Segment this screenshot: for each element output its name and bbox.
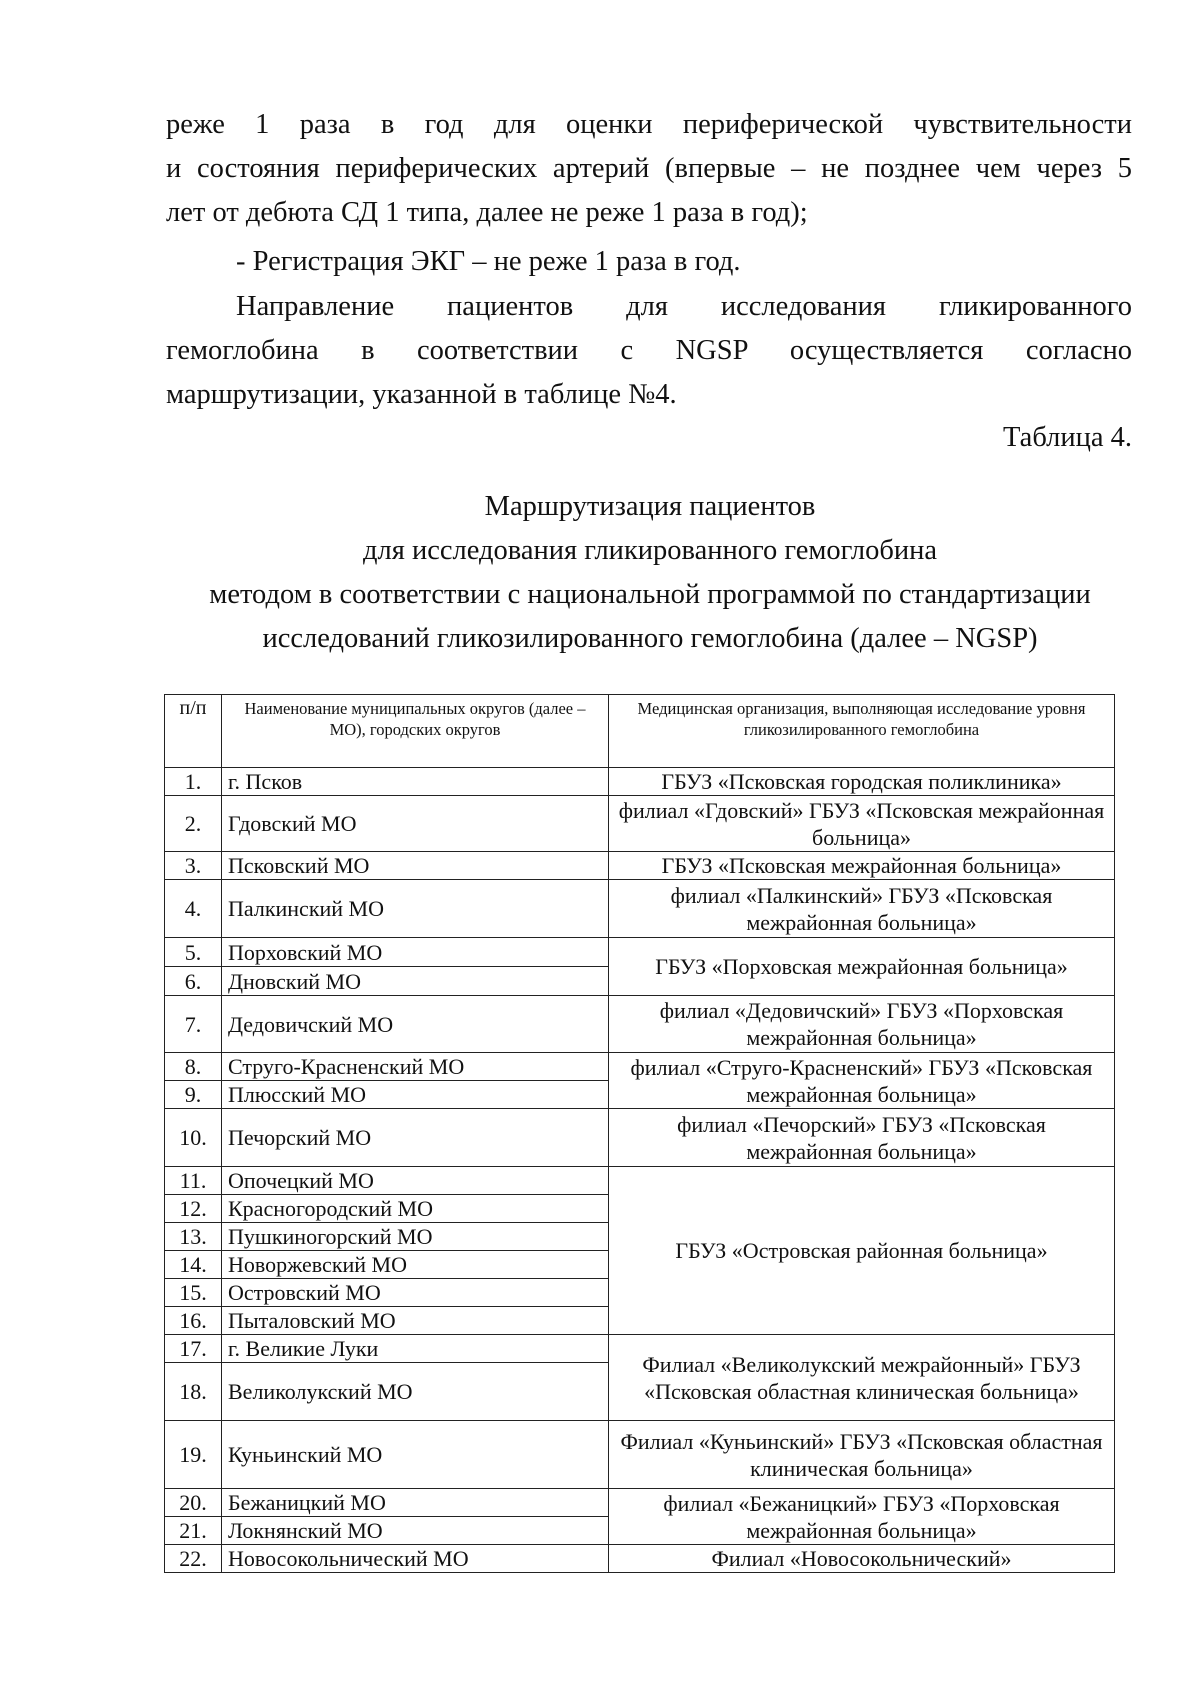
row-org: филиал «Струго-Красненский» ГБУЗ «Псковская межрайонная больница» (609, 1053, 1115, 1109)
row-num: 2. (165, 796, 222, 852)
row-mo: г. Великие Луки (222, 1335, 609, 1363)
row-mo: Куньинский МО (222, 1421, 609, 1489)
paragraph-direction-1: Направление пациентов для исследования гликированного (236, 291, 1132, 322)
row-num: 4. (165, 880, 222, 938)
row-mo: Дновский МО (222, 967, 609, 996)
row-mo: Пушкиногорский МО (222, 1223, 609, 1251)
row-mo: Порховский МО (222, 938, 609, 967)
table-row (165, 938, 1115, 967)
header-org: Медицинская организация, выполняющая исследование уровня гликозилированного гемоглобина (609, 695, 1115, 768)
row-org: ГБУЗ «Порховская межрайонная больница» (609, 938, 1115, 996)
row-mo: Локнянский МО (222, 1517, 609, 1545)
row-num: 8. (165, 1053, 222, 1081)
paragraph-line-1: реже 1 раза в год для оценки периферической чувствительности (166, 109, 1132, 140)
header-num: п/п (165, 695, 222, 768)
header-mo: Наименование муниципальных округов (далее – МО), городских округов (222, 695, 609, 768)
row-mo: Струго-Красненский МО (222, 1053, 609, 1081)
table-row (165, 1545, 1115, 1573)
table-header-row (165, 695, 1115, 768)
row-mo: Великолукский МО (222, 1363, 609, 1421)
row-num: 10. (165, 1109, 222, 1167)
title-line-3: методом в соответствии с национальной программой по стандартизации (209, 579, 1091, 610)
row-num: 11. (165, 1167, 222, 1195)
row-mo: Плюсский МО (222, 1081, 609, 1109)
title-line-4: исследований гликозилированного гемоглобина (далее – NGSP) (262, 623, 1038, 654)
row-num: 19. (165, 1421, 222, 1489)
row-num: 17. (165, 1335, 222, 1363)
paragraph-line-2: и состояния периферических артерий (впервые – не позднее чем через 5 (166, 153, 1132, 184)
title-line-2: для исследования гликированного гемоглобина (363, 535, 937, 566)
row-num: 3. (165, 852, 222, 880)
row-mo: Красногородский МО (222, 1195, 609, 1223)
table-row (165, 1109, 1115, 1167)
row-num: 5. (165, 938, 222, 967)
table-row (165, 796, 1115, 852)
table-row (165, 1053, 1115, 1081)
row-org: ГБУЗ «Псковская городская поликлиника» (609, 768, 1115, 796)
paragraph-direction-3: маршрутизации, указанной в таблице №4. (166, 379, 677, 410)
table-row (165, 1335, 1115, 1363)
table-row (165, 1489, 1115, 1517)
row-org: ГБУЗ «Псковская межрайонная больница» (609, 852, 1115, 880)
paragraph-line-3: лет от дебюта СД 1 типа, далее не реже 1 раза в год); (166, 197, 808, 228)
row-mo: Бежаницкий МО (222, 1489, 609, 1517)
row-org: Филиал «Куньинский» ГБУЗ «Псковская областная клиническая больница» (609, 1421, 1115, 1489)
row-num: 14. (165, 1251, 222, 1279)
row-num: 7. (165, 996, 222, 1053)
row-mo: Пыталовский МО (222, 1307, 609, 1335)
routing-table (164, 694, 1115, 1573)
row-num: 21. (165, 1517, 222, 1545)
table-row (165, 1421, 1115, 1489)
row-mo: Новосокольнический МО (222, 1545, 609, 1573)
row-mo: г. Псков (222, 768, 609, 796)
row-mo: Островский МО (222, 1279, 609, 1307)
table-row (165, 1167, 1115, 1195)
row-num: 18. (165, 1363, 222, 1421)
row-num: 15. (165, 1279, 222, 1307)
paragraph-direction-2: гемоглобина в соответствии с NGSP осуществляется согласно (166, 335, 1132, 366)
row-num: 1. (165, 768, 222, 796)
row-num: 20. (165, 1489, 222, 1517)
row-org: филиал «Печорский» ГБУЗ «Псковская межрайонная больница» (609, 1109, 1115, 1167)
row-mo: Дедовичский МО (222, 996, 609, 1053)
row-num: 6. (165, 967, 222, 996)
row-num: 22. (165, 1545, 222, 1573)
row-mo: Палкинский МО (222, 880, 609, 938)
row-org: ГБУЗ «Островская районная больница» (609, 1167, 1115, 1335)
row-mo: Псковский МО (222, 852, 609, 880)
paragraph-ecg: - Регистрация ЭКГ – не реже 1 раза в год. (236, 246, 741, 277)
table-row (165, 768, 1115, 796)
table-title (150, 485, 1150, 661)
row-org: филиал «Гдовский» ГБУЗ «Псковская межрайонная больница» (609, 796, 1115, 852)
row-org: Филиал «Великолукский межрайонный» ГБУЗ «Псковская областная клиническая больница» (609, 1335, 1115, 1421)
row-num: 12. (165, 1195, 222, 1223)
row-mo: Гдовский МО (222, 796, 609, 852)
row-org: филиал «Палкинский» ГБУЗ «Псковская межрайонная больница» (609, 880, 1115, 938)
row-num: 13. (165, 1223, 222, 1251)
row-mo: Опочецкий МО (222, 1167, 609, 1195)
row-num: 9. (165, 1081, 222, 1109)
row-org: Филиал «Новосокольнический» (609, 1545, 1115, 1573)
table-row (165, 852, 1115, 880)
table-caption: Таблица 4. (1002, 422, 1132, 453)
table-row (165, 996, 1115, 1053)
row-mo: Печорский МО (222, 1109, 609, 1167)
title-line-1: Маршрутизация пациентов (484, 491, 816, 522)
row-org: филиал «Бежаницкий» ГБУЗ «Порховская межрайонная больница» (609, 1489, 1115, 1545)
table-row (165, 880, 1115, 938)
row-num: 16. (165, 1307, 222, 1335)
row-mo: Новоржевский МО (222, 1251, 609, 1279)
row-org: филиал «Дедовичский» ГБУЗ «Порховская межрайонная больница» (609, 996, 1115, 1053)
